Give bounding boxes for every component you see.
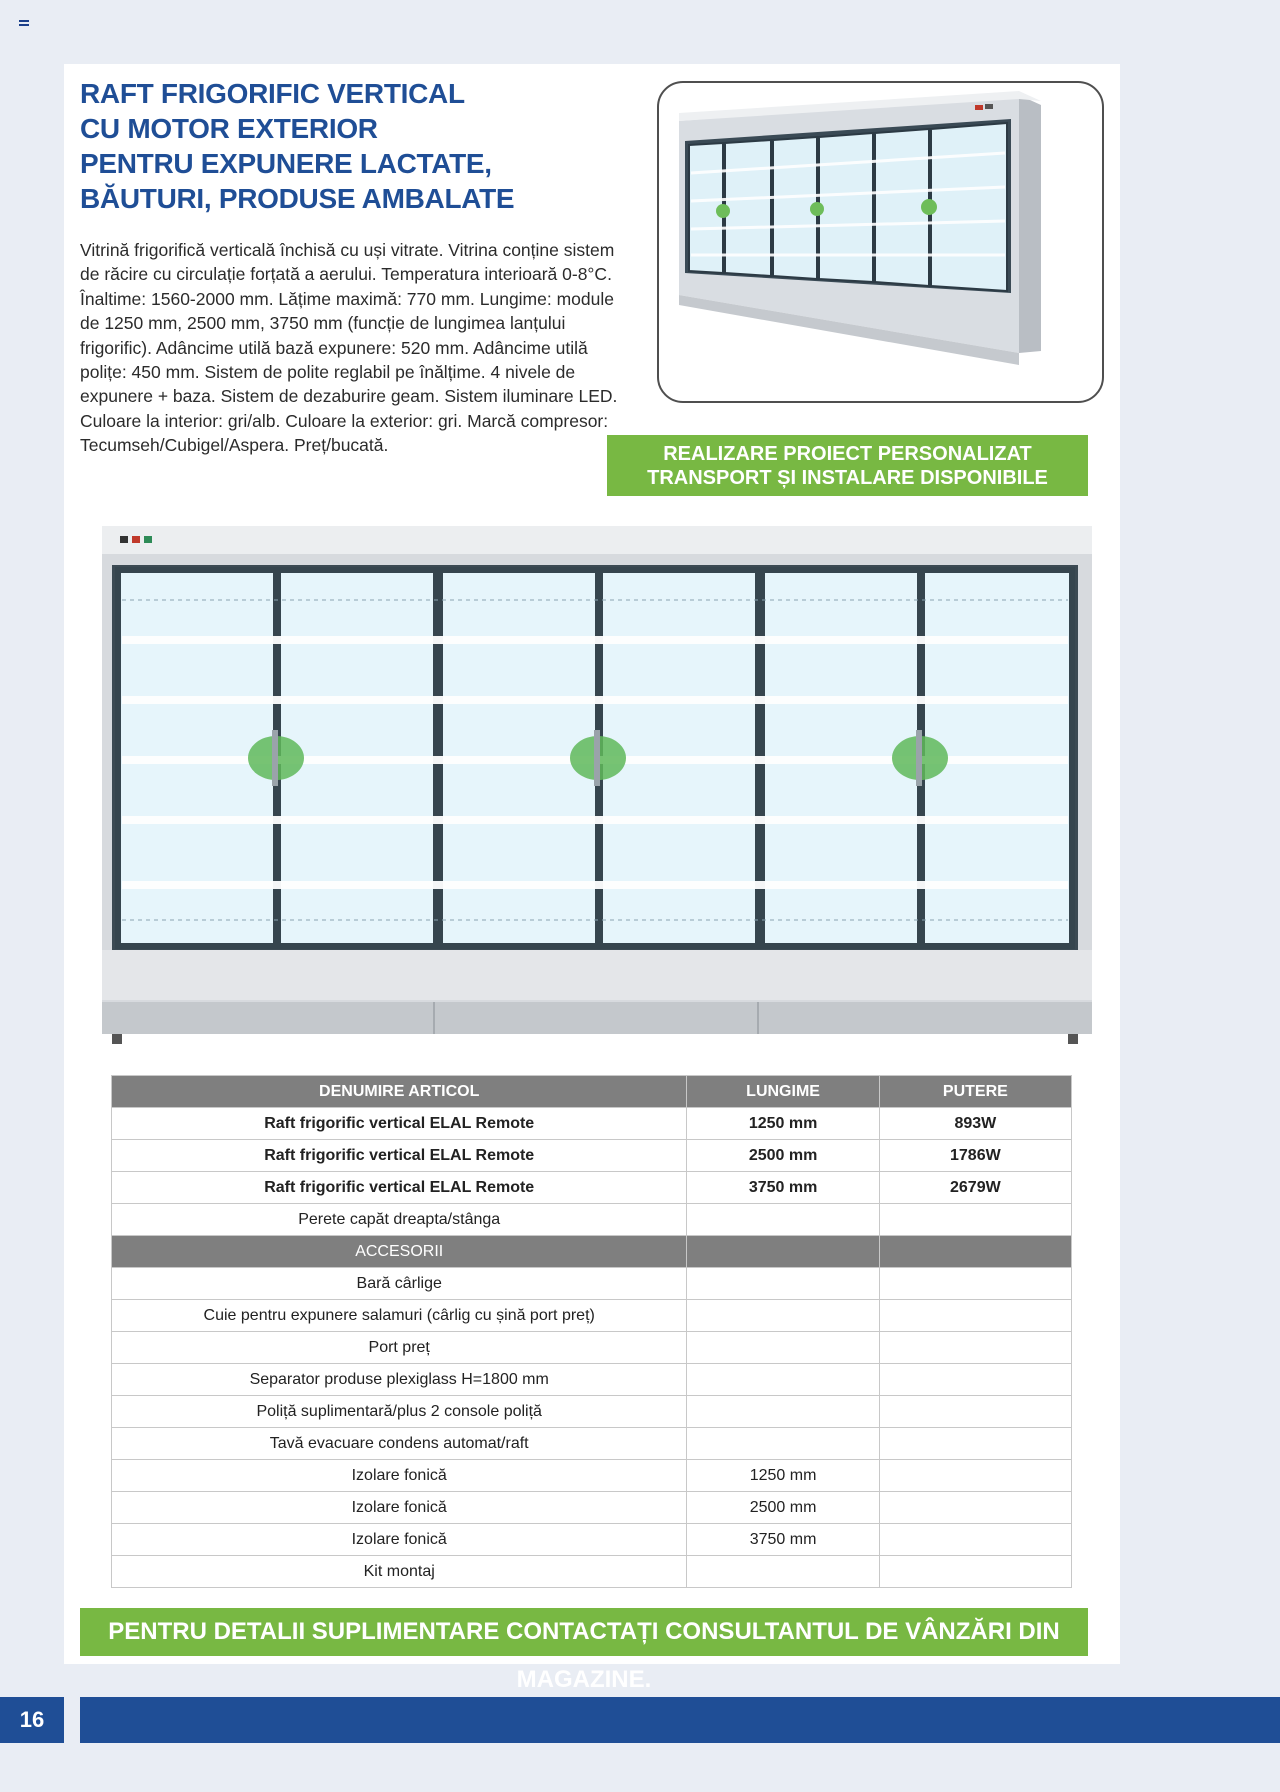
table-cell-length: 2500 mm bbox=[687, 1140, 879, 1172]
table-cell-length bbox=[687, 1300, 879, 1332]
table-row bbox=[112, 1268, 1072, 1300]
table-cell-power bbox=[879, 1204, 1071, 1236]
table-cell-name: Raft frigorific vertical ELAL Remote bbox=[112, 1172, 687, 1204]
table-cell-name: Raft frigorific vertical ELAL Remote bbox=[112, 1140, 687, 1172]
table-cell-power bbox=[879, 1428, 1071, 1460]
table-cell-name: Cuie pentru expunere salamuri (cârlig cu șină port preț) bbox=[112, 1300, 687, 1332]
table-cell-name: Izolare fonică bbox=[112, 1524, 687, 1556]
table-cell-power bbox=[879, 1492, 1071, 1524]
table-cell-name: Tavă evacuare condens automat/raft bbox=[112, 1428, 687, 1460]
table-row bbox=[112, 1460, 1072, 1492]
table-cell-length bbox=[687, 1332, 879, 1364]
table-cell-length bbox=[687, 1268, 879, 1300]
table-row bbox=[112, 1492, 1072, 1524]
table-cell-power bbox=[879, 1396, 1071, 1428]
table-cell-name: Perete capăt dreapta/stânga bbox=[112, 1204, 687, 1236]
table-cell-length bbox=[687, 1204, 879, 1236]
title-line: CU MOTOR EXTERIOR bbox=[80, 113, 378, 144]
table-cell-name: Separator produse plexiglass H=1800 mm bbox=[112, 1364, 687, 1396]
table-cell-power: 893W bbox=[879, 1108, 1071, 1140]
table-cell-power bbox=[879, 1524, 1071, 1556]
table-row bbox=[112, 1300, 1072, 1332]
table-section-row bbox=[112, 1236, 1072, 1268]
contact-banner: PENTRU DETALII SUPLIMENTARE CONTACTAȚI CONSULTANTUL DE VÂNZĂRI DIN MAGAZINE. bbox=[80, 1608, 1088, 1656]
table-cell-name: Bară cârlige bbox=[112, 1268, 687, 1300]
table-cell-power bbox=[879, 1556, 1071, 1588]
fridge-main-image bbox=[98, 520, 1096, 1066]
table-row bbox=[112, 1172, 1072, 1204]
table-cell-power bbox=[879, 1460, 1071, 1492]
table-row bbox=[112, 1524, 1072, 1556]
table-cell-length bbox=[687, 1428, 879, 1460]
table-row bbox=[112, 1140, 1072, 1172]
title-line: RAFT FRIGORIFIC VERTICAL bbox=[80, 78, 465, 109]
table-cell-length bbox=[687, 1396, 879, 1428]
table-cell-length: 1250 mm bbox=[687, 1108, 879, 1140]
menu-icon[interactable] bbox=[19, 20, 29, 28]
service-banner-line: TRANSPORT ȘI INSTALARE DISPONIBILE bbox=[647, 466, 1048, 489]
table-cell-name: Kit montaj bbox=[112, 1556, 687, 1588]
fridge-thumbnail-image bbox=[659, 83, 1102, 401]
column-header-article: DENUMIRE ARTICOL bbox=[112, 1076, 687, 1108]
column-header-power: PUTERE bbox=[879, 1076, 1071, 1108]
table-cell-name: ACCESORII bbox=[112, 1236, 687, 1268]
table-cell-length bbox=[687, 1364, 879, 1396]
table-row bbox=[112, 1332, 1072, 1364]
service-banner bbox=[607, 435, 1088, 496]
footer-bar bbox=[80, 1697, 1280, 1743]
product-spec-table bbox=[111, 1075, 1072, 1588]
table-cell-length: 1250 mm bbox=[687, 1460, 879, 1492]
product-photo-main bbox=[98, 520, 1096, 1066]
table-row bbox=[112, 1428, 1072, 1460]
table-cell-name: Izolare fonică bbox=[112, 1460, 687, 1492]
title-line: PENTRU EXPUNERE LACTATE, bbox=[80, 148, 492, 179]
table-cell-name: Raft frigorific vertical ELAL Remote bbox=[112, 1108, 687, 1140]
table-cell-power bbox=[879, 1268, 1071, 1300]
table-cell-power bbox=[879, 1364, 1071, 1396]
table-row bbox=[112, 1204, 1072, 1236]
product-photo-thumbnail bbox=[657, 81, 1104, 403]
table-row bbox=[112, 1108, 1072, 1140]
table-cell-name: Port preț bbox=[112, 1332, 687, 1364]
table-cell-power: 2679W bbox=[879, 1172, 1071, 1204]
title-line: BĂUTURI, PRODUSE AMBALATE bbox=[80, 183, 515, 214]
table-cell-name: Poliță suplimentară/plus 2 console poliță bbox=[112, 1396, 687, 1428]
product-description: Vitrină frigorifică verticală închisă cu uși vitrate. Vitrina conține sistem de răcire cu circulație forțată a aerului. Temperatura interioară 0-8°C. Înaltime: 1560-2000 mm. Lățime maximă: 770 mm. Lungime: module de 1250 mm, 2500 mm, 3750 mm (funcție de lungimea lanțului frigorific). Adâncime utilă bază expunere: 520 mm. Adâncime utilă polițe: 450 mm. Sistem de polite reglabil pe înălțime. 4 nivele de expunere + baza. Sistem de dezaburire geam. Sistem iluminare LED. Culoare la interior: gri/alb. Culoare la exterior: gri. Marcă compresor: Tecumseh/Cubigel/Aspera. Preț/bucată. bbox=[80, 240, 618, 456]
table-cell-length: 3750 mm bbox=[687, 1172, 879, 1204]
table-cell-length bbox=[687, 1236, 879, 1268]
table-cell-length: 3750 mm bbox=[687, 1524, 879, 1556]
table-cell-power bbox=[879, 1332, 1071, 1364]
product-title bbox=[80, 76, 640, 216]
service-banner-line: REALIZARE PROIECT PERSONALIZAT bbox=[663, 442, 1032, 465]
table-cell-power: 1786W bbox=[879, 1140, 1071, 1172]
table-cell-length bbox=[687, 1556, 879, 1588]
table-row bbox=[112, 1396, 1072, 1428]
column-header-length: LUNGIME bbox=[687, 1076, 879, 1108]
page-number: 16 bbox=[0, 1697, 64, 1743]
table-row bbox=[112, 1364, 1072, 1396]
table-cell-length: 2500 mm bbox=[687, 1492, 879, 1524]
table-cell-name: Izolare fonică bbox=[112, 1492, 687, 1524]
table-cell-power bbox=[879, 1236, 1071, 1268]
table-row bbox=[112, 1556, 1072, 1588]
table-cell-power bbox=[879, 1300, 1071, 1332]
table-header-row bbox=[112, 1076, 1072, 1108]
